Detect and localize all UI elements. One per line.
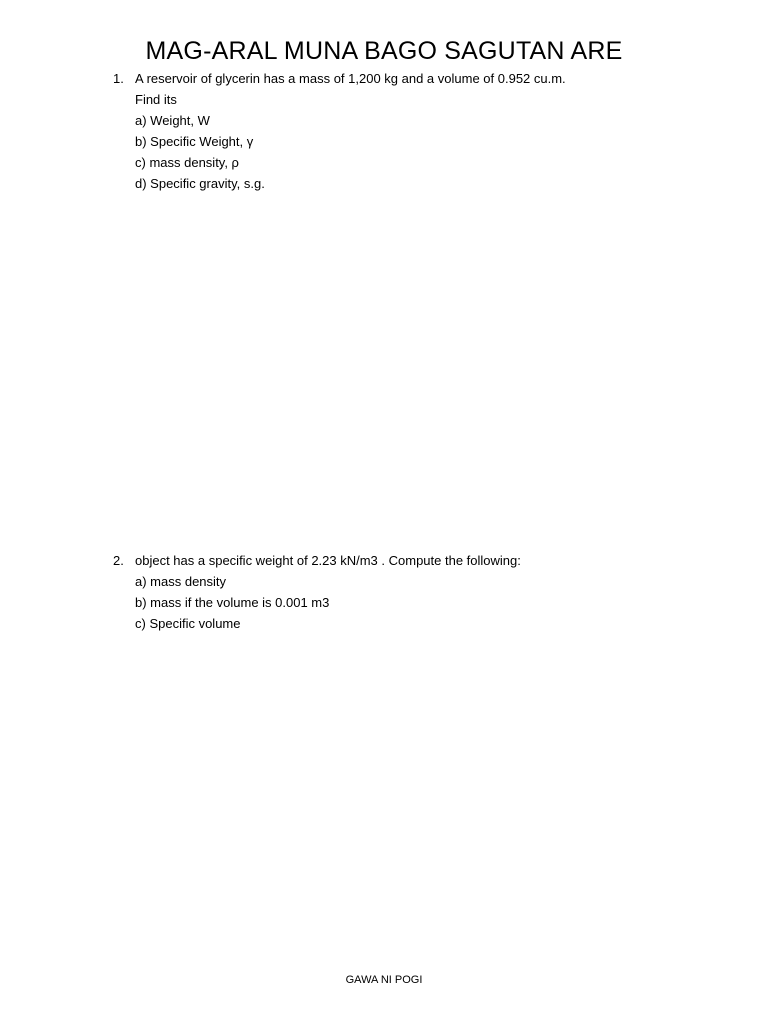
question-2-part-b: b) mass if the volume is 0.001 m3 xyxy=(135,595,330,610)
question-1 xyxy=(113,71,713,197)
question-1-line-find: Find its xyxy=(135,92,177,107)
question-1-text: A reservoir of glycerin has a mass of 1,200 kg and a volume of 0.952 cu.m. xyxy=(135,71,566,86)
question-1-part-d: d) Specific gravity, s.g. xyxy=(135,176,265,191)
question-1-number: 1. xyxy=(113,71,124,86)
question-1-part-b: b) Specific Weight, γ xyxy=(135,134,254,149)
question-2-part-c: c) Specific volume xyxy=(135,616,241,631)
question-2-part-a: a) mass density xyxy=(135,574,227,589)
question-2-number: 2. xyxy=(113,553,124,568)
page-footer: GAWA NI POGI xyxy=(345,974,423,986)
question-1-stem xyxy=(113,71,713,92)
page-title: MAG-ARAL MUNA BAGO SAGUTAN ARE xyxy=(145,37,623,65)
question-1-part-c: c) mass density, ρ xyxy=(135,155,239,170)
question-2-stem xyxy=(113,553,713,574)
question-1-part-a: a) Weight, W xyxy=(135,113,210,128)
question-2-text: object has a specific weight of 2.23 kN/m3 . Compute the following: xyxy=(135,553,521,568)
question-2 xyxy=(113,553,713,637)
